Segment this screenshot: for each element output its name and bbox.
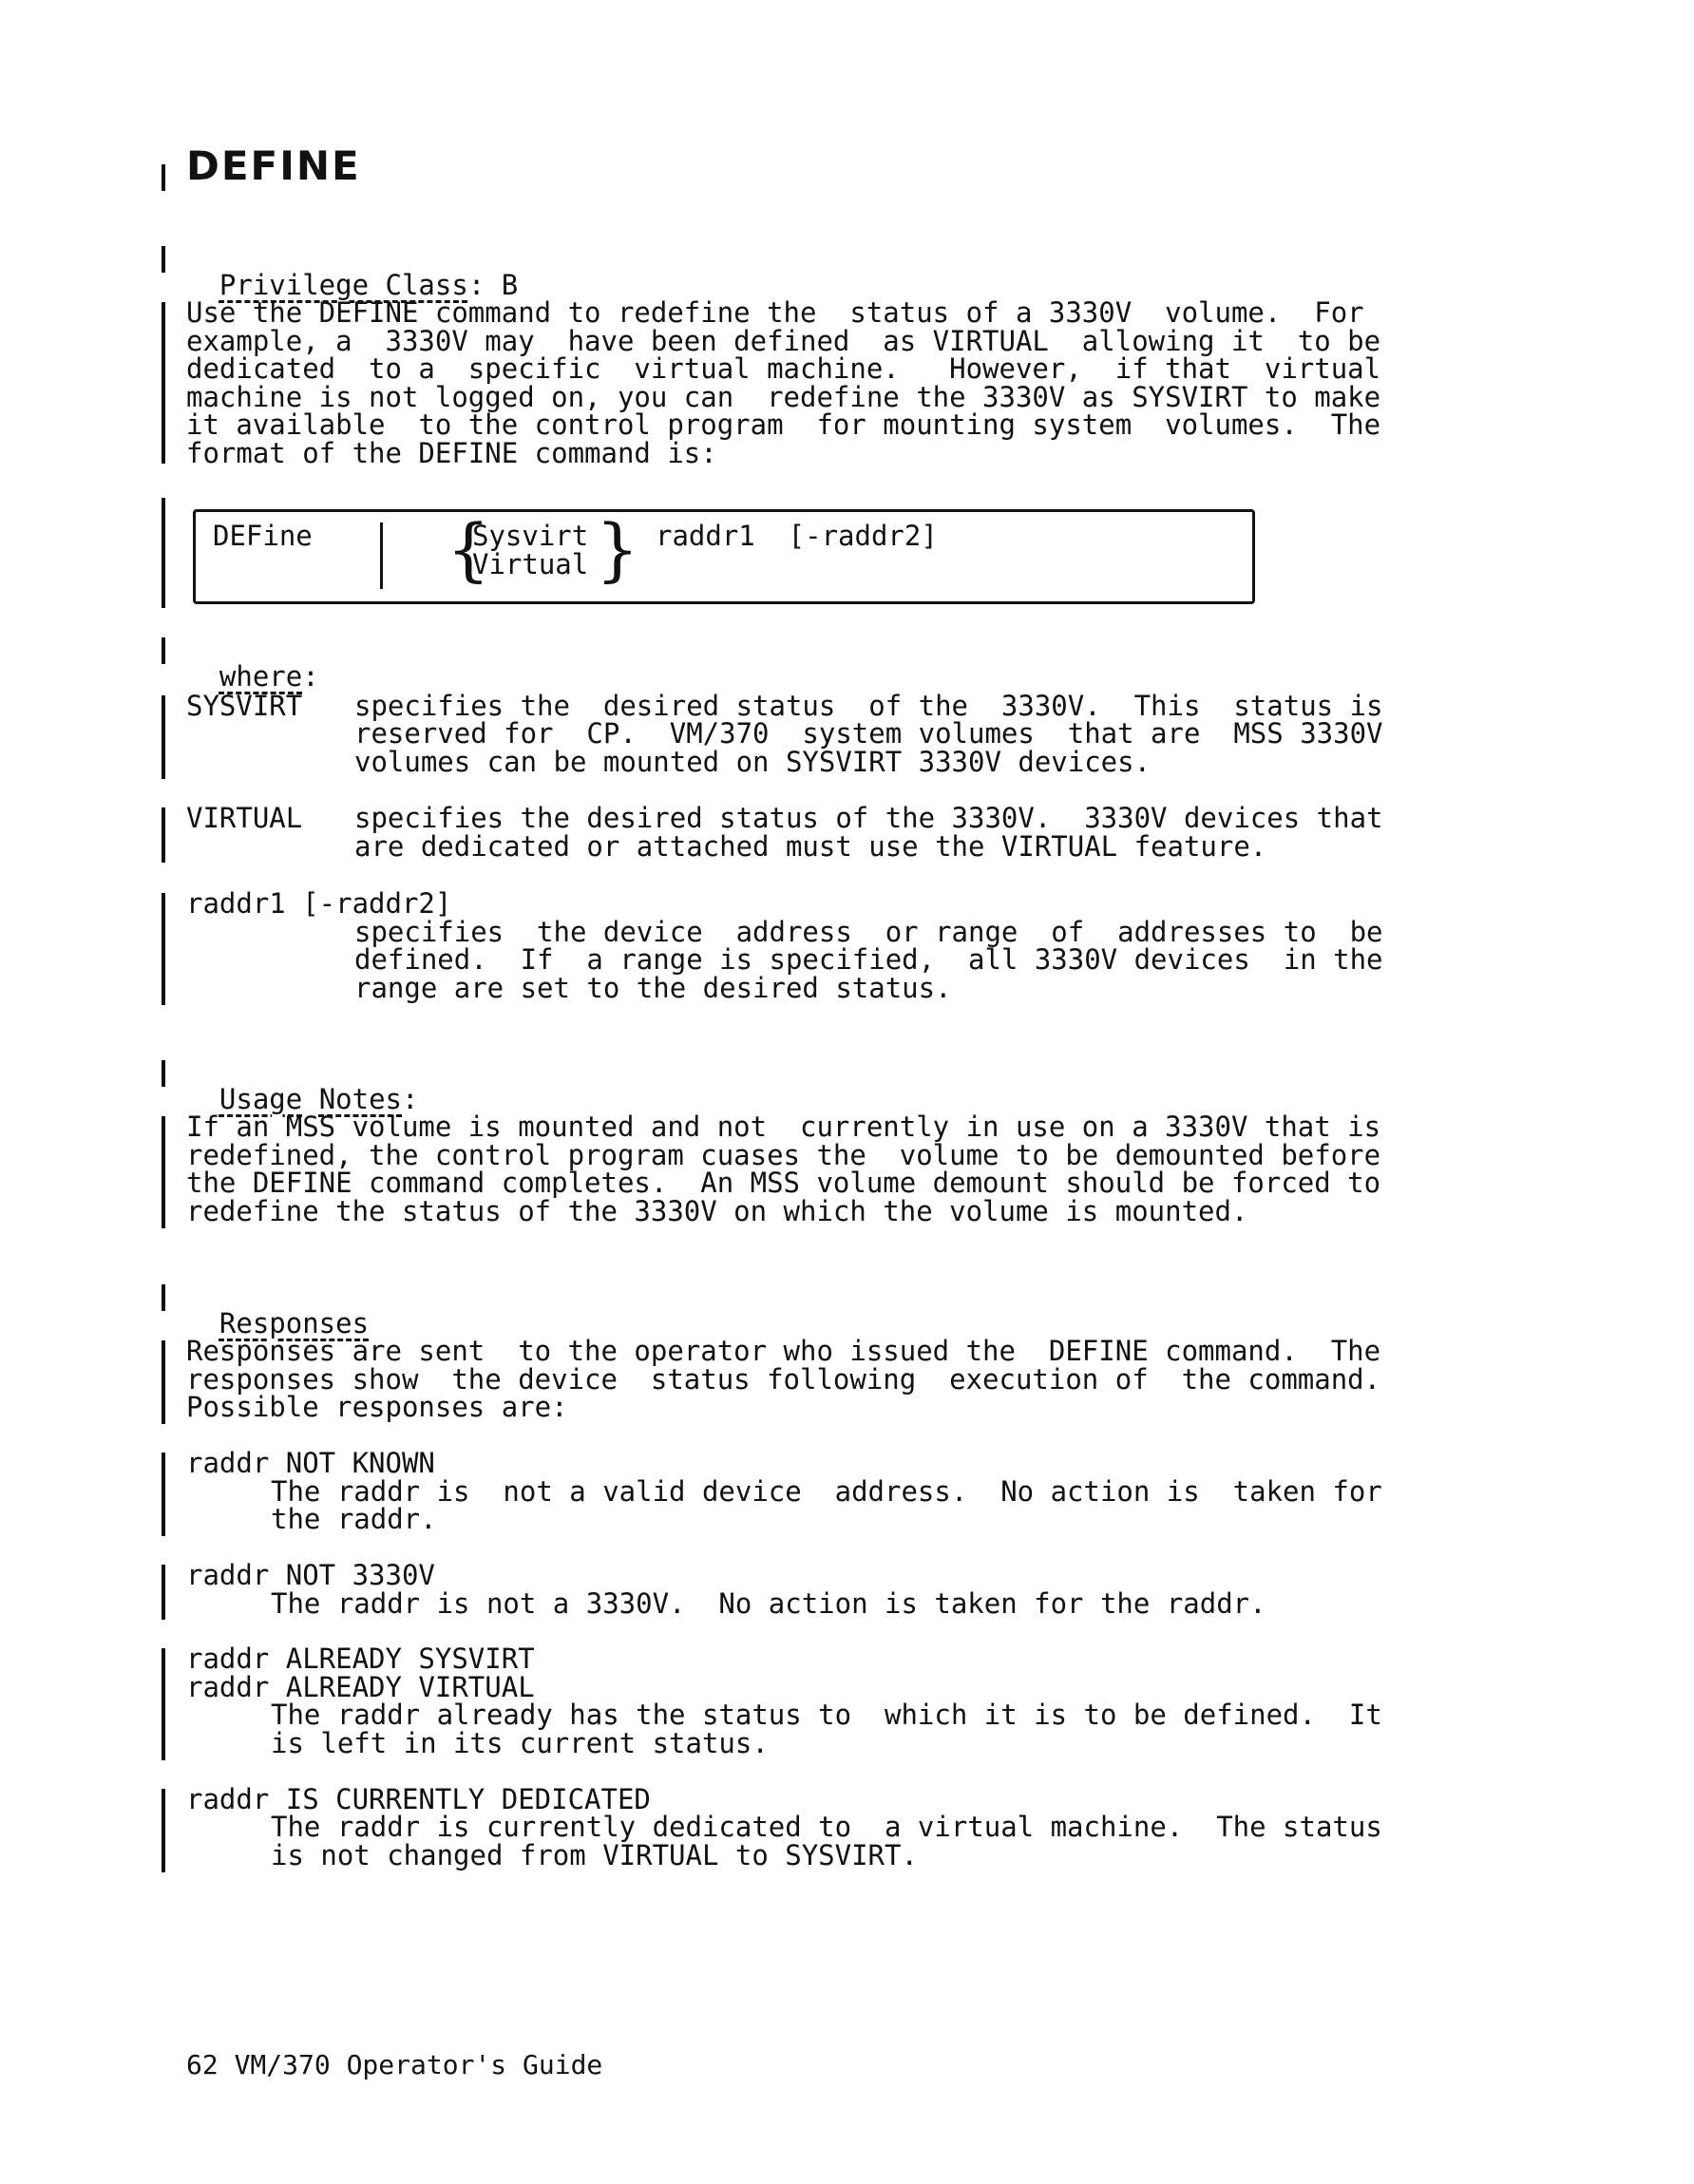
param-name: raddr1 [-raddr2] (186, 887, 452, 920)
text-line: Responses are sent to the operator who issued the DEFINE command. The (186, 1335, 1381, 1367)
revision-bar (162, 807, 165, 863)
text-line: responses show the device status following execution of the command. (186, 1363, 1381, 1396)
revision-bar (162, 246, 165, 273)
param-desc-line: volumes can be mounted on SYSVIRT 3330V devices. (354, 746, 1152, 778)
text-line: it available to the control program for mounting system volumes. The (186, 408, 1381, 441)
param-desc-line: defined. If a range is specified, all 3330V devices in the (354, 943, 1383, 976)
text-line: Use the DEFINE command to redefine the status of a 3330V volume. For (186, 296, 1364, 329)
syntax-option-sysvirt: Sysvirt (472, 520, 589, 552)
revision-bar (162, 164, 165, 191)
text-line: format of the DEFINE command is: (186, 437, 717, 469)
response-desc-line: The raddr is currently dedicated to a virtual machine. The status (271, 1811, 1382, 1843)
param-desc-line: reserved for CP. VM/370 system volumes that are MSS 3330V (354, 717, 1383, 750)
response-desc-line: is left in its current status. (271, 1727, 769, 1759)
param-desc-line: are dedicated or attached must use the VIRTUAL feature. (354, 830, 1267, 863)
revision-bar (162, 498, 165, 608)
where-label: where: (219, 660, 319, 693)
response-desc-line: The raddr is not a valid device address. No action is taken for (271, 1475, 1382, 1508)
syntax-option-virtual: Virtual (472, 548, 589, 580)
param-name: SYSVIRT (186, 690, 303, 722)
response-message: raddr NOT KNOWN (186, 1447, 435, 1479)
response-desc-line: the raddr. (271, 1503, 437, 1535)
page-footer: 62 VM/370 Operator's Guide (186, 2049, 603, 2080)
left-brace: { (447, 509, 490, 589)
text-line: If an MSS volume is mounted and not currently in use on a 3330V that is (186, 1111, 1381, 1143)
revision-bar (162, 1648, 165, 1760)
revision-bar (162, 1565, 165, 1620)
syntax-divider (380, 522, 383, 589)
revision-bar (162, 1284, 165, 1311)
syntax-operands: raddr1 [-raddr2] (656, 520, 938, 552)
responses-heading: Responses (219, 1307, 370, 1339)
response-message: raddr ALREADY VIRTUAL (186, 1671, 535, 1703)
param-name: VIRTUAL (186, 802, 303, 834)
revision-bar (162, 893, 165, 1005)
text-line: the DEFINE command completes. An MSS volume demount should be forced to (186, 1167, 1381, 1199)
param-desc-line: specifies the desired status of the 3330V. 3330V devices that (354, 802, 1383, 834)
privilege-label: Privilege Class (219, 269, 468, 301)
revision-bar (162, 1453, 165, 1536)
param-desc-line: specifies the device address or range of addresses to be (354, 916, 1383, 948)
revision-bar (162, 1789, 165, 1872)
page-title: DEFINE (186, 142, 361, 189)
param-desc-line: range are set to the desired status. (354, 972, 952, 1004)
response-desc-line: The raddr is not a 3330V. No action is taken for the raddr. (271, 1587, 1266, 1620)
response-message: raddr IS CURRENTLY DEDICATED (186, 1783, 651, 1815)
revision-bar (162, 695, 165, 779)
revision-bar (162, 1116, 165, 1228)
param-desc-line: specifies the desired status of the 3330V. This status is (354, 690, 1383, 722)
text-line: redefine the status of the 3330V on which the volume is mounted. (186, 1195, 1248, 1227)
response-desc-line: is not changed from VIRTUAL to SYSVIRT. (271, 1839, 918, 1871)
response-desc-line: The raddr already has the status to which it is to be defined. It (271, 1699, 1382, 1731)
revision-bar (162, 1060, 165, 1087)
response-message: raddr ALREADY SYSVIRT (186, 1643, 535, 1675)
revision-bar (162, 637, 165, 664)
revision-bar (162, 302, 165, 464)
privilege-class (186, 242, 518, 299)
revision-bar (162, 1340, 165, 1424)
syntax-command: DEFine (213, 520, 313, 552)
text-line: example, a 3330V may have been defined as VIRTUAL allowing it to be (186, 325, 1381, 357)
privilege-value: : B (467, 269, 519, 301)
text-line: machine is not logged on, you can redefine the 3330V as SYSVIRT to make (186, 381, 1381, 413)
text-line: dedicated to a specific virtual machine. However, if that virtual (186, 352, 1381, 385)
text-line: Possible responses are: (186, 1391, 568, 1423)
response-message: raddr NOT 3330V (186, 1559, 435, 1591)
right-brace: } (596, 509, 639, 589)
usage-notes-heading: Usage Notes: (219, 1083, 419, 1115)
text-line: redefined, the control program cuases the volume to be demounted before (186, 1139, 1381, 1171)
